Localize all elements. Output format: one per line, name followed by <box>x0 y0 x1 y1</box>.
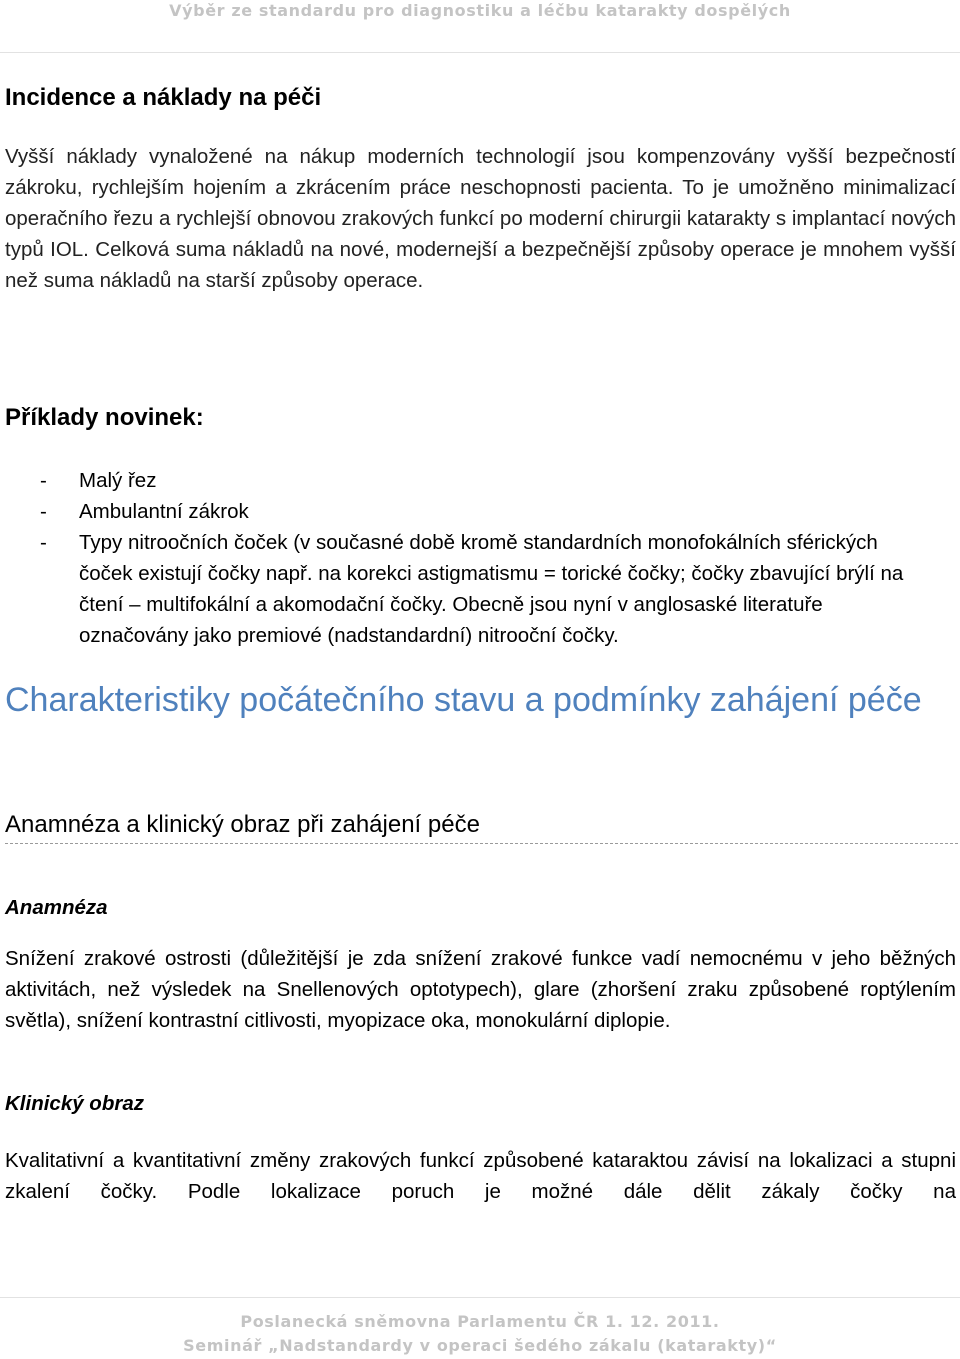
list-item <box>5 465 935 496</box>
footer-line-2: Seminář „Nadstandardy v operaci šedého zákalu (katarakty)“ <box>183 1336 777 1355</box>
list-item-text: Ambulantní zákrok <box>79 500 249 523</box>
heading-examples: Příklady novinek: <box>5 404 204 431</box>
footer-line-1: Poslanecká sněmovna Parlamentu ČR 1. 12. 2011. <box>240 1312 720 1331</box>
page-footer <box>0 1310 960 1358</box>
section-heading: Charakteristiky počátečního stavu a podmínky zahájení péče <box>5 681 922 719</box>
subsection-heading: Anamnéza a klinický obraz při zahájení péče <box>5 811 480 838</box>
subsection-divider <box>5 843 958 844</box>
paragraph-anamneza: Snížení zrakové ostrosti (důležitější je zda snížení zrakové funkce vadí nemocnému v jeho běžných aktivitách, než výsledek na Snellenových optotypech), glare (zhoršení zraku způsobené roptýlením světla), snížení kontrastní citlivosti, myopizace oka, monokulární diplopie. <box>5 947 956 1032</box>
list-item <box>5 496 935 527</box>
list-bullet: - <box>40 500 47 523</box>
paragraph-klinicky-obraz: Kvalitativní a kvantitativní změny zrakových funkcí způsobené kataraktou závisí na lokalizaci a stupni zkalení čočky. Podle lokalizace poruch je možné dále dělit zákaly čočky na <box>5 1149 956 1203</box>
heading-anamneza: Anamnéza <box>5 896 108 919</box>
list-item-text: Malý řez <box>79 469 157 492</box>
list-bullet: - <box>40 469 47 492</box>
heading-klinicky-obraz: Klinický obraz <box>5 1092 144 1115</box>
paragraph-incidence: Vyšší náklady vynaložené na nákup moderních technologií jsou kompenzovány vyšší bezpečností zákroku, rychlejším hojením a zkrácením práce neschopnosti pacienta. To je umožněno minimalizací operačního řezu a rychlejší obnovou zrakových funkcí po moderní chirurgii katarakty s implantací nových typů IOL. Celková suma nákladů na nové, modernejší a bezpečnější způsoby operace je mnohem vyšší než suma nákladů na starší způsoby operace. <box>5 145 956 292</box>
footer-divider <box>0 1297 960 1298</box>
list-bullet: - <box>40 531 47 554</box>
header-divider <box>0 52 960 53</box>
running-header: Výběr ze standardu pro diagnostiku a léčbu katarakty dospělých <box>169 1 791 20</box>
heading-incidence: Incidence a náklady na péči <box>5 84 322 111</box>
list-item-text: Typy nitroočních čoček (v současné době kromě standardních monofokálních sférických čoček existují čočky např. na korekci astigmatismu = torické čočky; čočky zbavující brýlí na čtení – multifokální a akomodační čočky. Obecně jsou nyní v anglosaské literatuře označovány jako premiové (nadstandardní) nitrooční čočky. <box>79 531 904 647</box>
list-item <box>5 527 935 651</box>
examples-list <box>5 465 935 651</box>
